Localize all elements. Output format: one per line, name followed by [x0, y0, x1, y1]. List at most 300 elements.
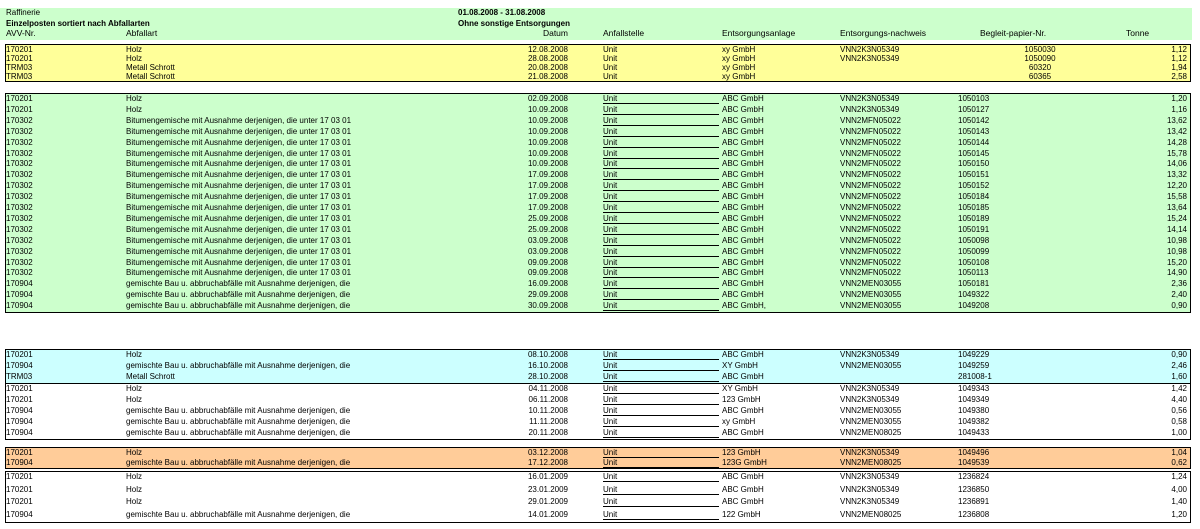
cell-avv: 170302 — [6, 181, 33, 191]
cell-underline — [603, 103, 719, 104]
cell-underline — [603, 481, 719, 482]
cell-anf: Unit — [603, 213, 618, 223]
report-header-row-2 — [0, 19, 1192, 29]
cell-anf: Unit — [603, 63, 618, 72]
cell-avv: 170904 — [6, 509, 33, 519]
cell-beg: 1050152 — [958, 181, 990, 191]
table-row — [0, 458, 1192, 467]
cell-anl: ABC GmbH, — [722, 301, 767, 311]
cell-avv: 170302 — [6, 268, 33, 278]
cell-underline — [603, 393, 719, 394]
cell-anf: Unit — [603, 290, 618, 300]
cell-ton: 13,42 — [1166, 126, 1187, 136]
column-header-avv: AVV-Nr. — [6, 29, 36, 38]
cell-art: Holz — [126, 472, 143, 481]
cell-nach — [840, 63, 950, 72]
cell-art: Metall Schrott — [126, 72, 175, 81]
cell-dat: 10.09.2008 — [527, 148, 568, 158]
cell-dat: 03.09.2008 — [527, 246, 568, 256]
cell-ton: 1,16 — [1171, 104, 1187, 114]
cell-nach — [840, 372, 950, 381]
table-row — [0, 192, 1192, 201]
cell-beg: 1050108 — [958, 257, 990, 267]
table-row — [0, 279, 1192, 288]
cell-art: Bitumengemische mit Ausnahme derjenigen, die unter 17 03 01 — [126, 192, 352, 202]
cell-anf: Unit — [603, 372, 618, 381]
cell-ton: 2,58 — [1171, 72, 1187, 81]
report-subtitle: Einzelposten sortiert nach Abfallarten — [6, 19, 150, 28]
cell-beg: 1049496 — [958, 448, 990, 457]
cell-ton: 13,62 — [1166, 115, 1187, 125]
cell-avv: 170201 — [6, 497, 33, 506]
cell-anf: Unit — [603, 361, 618, 370]
cell-art: gemischte Bau u. abbruchabfälle mit Ausnahme derjenigen, die — [126, 290, 351, 300]
cell-ton: 15,24 — [1166, 213, 1187, 223]
cell-anf: Unit — [603, 54, 618, 63]
table-row — [0, 497, 1192, 506]
cell-anf: Unit — [603, 148, 618, 158]
cell-anl: ABC GmbH — [722, 148, 764, 158]
cell-avv: 170302 — [6, 235, 33, 245]
cell-anf: Unit — [603, 484, 618, 494]
cell-dat: 12.08.2008 — [527, 45, 568, 54]
cell-ton: 12,20 — [1166, 181, 1187, 191]
cell-nach: VNN2MEN08025 — [840, 509, 902, 519]
cell-anl: XY GmbH — [722, 383, 758, 393]
cell-dat: 10.09.2008 — [527, 115, 568, 125]
cell-anl: ABC GmbH — [722, 94, 764, 103]
cell-art: Holz — [126, 394, 143, 404]
cell-underline — [603, 114, 719, 115]
cell-underline — [603, 190, 719, 191]
cell-nach: VNN2MFN05022 — [840, 137, 901, 147]
company-name: Raffinerie — [6, 8, 41, 17]
cell-ton: 14,14 — [1166, 224, 1187, 234]
cell-art: Bitumengemische mit Ausnahme derjenigen, die unter 17 03 01 — [126, 181, 352, 191]
cell-anf: Unit — [603, 497, 618, 506]
table-row — [0, 258, 1192, 267]
cell-art: Bitumengemische mit Ausnahme derjenigen, die unter 17 03 01 — [126, 224, 352, 234]
cell-nach: VNN2MEN03055 — [840, 279, 902, 289]
cell-art: Holz — [126, 45, 143, 54]
cell-anf: Unit — [603, 301, 618, 311]
table-row — [0, 105, 1192, 114]
cell-beg: 1050098 — [958, 235, 990, 245]
cell-avv: 170302 — [6, 203, 33, 212]
cell-dat: 20.11.2008 — [528, 427, 568, 437]
cell-anl: ABC GmbH — [722, 268, 764, 278]
cell-underline — [603, 426, 719, 427]
cell-underline — [603, 519, 719, 520]
cell-art: Bitumengemische mit Ausnahme derjenigen, die unter 17 03 01 — [126, 246, 352, 256]
cell-nach: VNN2K3N05349 — [840, 394, 900, 404]
cell-beg: 1050184 — [958, 192, 990, 202]
cell-ton: 0,56 — [1171, 405, 1187, 415]
cell-anf: Unit — [603, 350, 618, 359]
table-row — [0, 170, 1192, 179]
cell-avv: 170302 — [6, 159, 33, 169]
cell-dat: 10.09.2008 — [527, 126, 568, 136]
cell-dat: 06.11.2008 — [528, 394, 568, 404]
cell-anf: Unit — [603, 181, 618, 191]
cell-anl: ABC GmbH — [722, 126, 764, 136]
cell-avv: 170302 — [6, 246, 33, 256]
cell-anl: ABC GmbH — [722, 246, 764, 256]
cell-beg: 1050181 — [958, 279, 990, 289]
cell-dat: 17.12.2008 — [527, 458, 568, 467]
cell-ton: 0,90 — [1171, 350, 1187, 359]
cell-underline — [603, 147, 719, 148]
table-row — [0, 116, 1192, 125]
cell-art: Holz — [126, 104, 143, 114]
cell-avv: 170201 — [6, 350, 33, 359]
cell-anl: ABC GmbH — [722, 427, 764, 437]
cell-underline — [603, 370, 719, 371]
cell-dat: 21.08.2008 — [527, 72, 568, 81]
cell-anf: Unit — [603, 45, 618, 54]
cell-anl: xy GmbH — [722, 72, 756, 81]
table-row — [0, 417, 1192, 426]
cell-underline — [603, 359, 719, 360]
cell-dat: 23.01.2009 — [527, 484, 568, 494]
cell-ton: 15,20 — [1166, 257, 1187, 267]
cell-avv: 170201 — [6, 45, 33, 54]
cell-anf: Unit — [603, 279, 618, 289]
cell-underline — [603, 506, 719, 507]
cell-dat: 25.09.2008 — [527, 213, 568, 223]
column-header-anfallstelle: Anfallstelle — [603, 29, 645, 38]
table-row — [0, 94, 1192, 103]
cell-ton: 14,90 — [1166, 268, 1187, 278]
table-row — [0, 149, 1192, 158]
column-header-entsorgungsnachweis: Entsorgungs-nachweis — [840, 29, 926, 38]
cell-ton: 15,58 — [1166, 192, 1187, 202]
cell-ton: 13,64 — [1166, 203, 1187, 212]
table-row — [0, 225, 1192, 234]
cell-anf: Unit — [603, 104, 618, 114]
cell-art: Bitumengemische mit Ausnahme derjenigen, die unter 17 03 01 — [126, 137, 352, 147]
cell-avv: 170302 — [6, 137, 33, 147]
cell-nach: VNN2K3N05349 — [840, 472, 900, 481]
cell-art: Bitumengemische mit Ausnahme derjenigen, die unter 17 03 01 — [126, 115, 352, 125]
cell-nach — [840, 72, 950, 81]
cell-anf: Unit — [603, 235, 618, 245]
cell-anf: Unit — [603, 472, 618, 481]
cell-avv: 170302 — [6, 192, 33, 202]
cell-anf: Unit — [603, 115, 618, 125]
cell-anl: ABC GmbH — [722, 350, 764, 359]
cell-nach: VNN2MFN05022 — [840, 181, 901, 191]
table-row — [0, 350, 1192, 359]
cell-anl: ABC GmbH — [722, 192, 764, 202]
cell-art: gemischte Bau u. abbruchabfälle mit Ausnahme derjenigen, die — [126, 416, 351, 426]
cell-art: Bitumengemische mit Ausnahme derjenigen, die unter 17 03 01 — [126, 170, 352, 180]
table-row — [0, 510, 1192, 519]
cell-beg: 1236850 — [958, 484, 990, 494]
table-row — [0, 203, 1192, 212]
cell-underline — [603, 415, 719, 416]
cell-dat: 17.09.2008 — [527, 170, 568, 180]
cell-avv: 170201 — [6, 54, 33, 63]
cell-anf: Unit — [603, 394, 618, 404]
cell-anf: Unit — [603, 405, 618, 415]
cell-nach: VNN2MFN05022 — [840, 224, 901, 234]
cell-beg: 1049259 — [958, 361, 990, 370]
cell-art: gemischte Bau u. abbruchabfälle mit Ausnahme derjenigen, die — [126, 405, 351, 415]
table-row — [0, 428, 1192, 437]
cell-dat: 16.10.2008 — [527, 361, 568, 370]
table-row — [0, 159, 1192, 168]
cell-nach: VNN2MEN03055 — [840, 301, 902, 311]
cell-ton: 13,32 — [1166, 170, 1187, 180]
cell-dat: 09.09.2008 — [527, 257, 568, 267]
cell-anl: ABC GmbH — [722, 104, 764, 114]
cell-anf: Unit — [603, 448, 618, 457]
cell-avv: 170302 — [6, 257, 33, 267]
cell-beg: 1236824 — [958, 472, 990, 481]
cell-art: Holz — [126, 54, 143, 63]
cell-underline — [603, 212, 719, 213]
cell-dat: 17.09.2008 — [527, 203, 568, 212]
cell-avv: 170302 — [6, 224, 33, 234]
cell-avv: 170302 — [6, 148, 33, 158]
table-row — [0, 485, 1192, 494]
table-row — [0, 395, 1192, 404]
cell-nach: VNN2MFN05022 — [840, 268, 901, 278]
cell-anl: 123 GmbH — [722, 394, 761, 404]
cell-ton: 1,00 — [1171, 427, 1187, 437]
cell-art: gemischte Bau u. abbruchabfälle mit Ausnahme derjenigen, die — [126, 458, 351, 467]
cell-art: Bitumengemische mit Ausnahme derjenigen, die unter 17 03 01 — [126, 159, 352, 169]
cell-dat: 17.09.2008 — [527, 181, 568, 191]
cell-art: Bitumengemische mit Ausnahme derjenigen, die unter 17 03 01 — [126, 203, 352, 212]
cell-ton: 1,12 — [1171, 54, 1187, 63]
cell-anl: xy GmbH — [722, 45, 756, 54]
cell-avv: 170904 — [6, 361, 33, 370]
cell-ton: 1,12 — [1171, 45, 1187, 54]
table-row — [0, 127, 1192, 136]
cell-underline — [603, 256, 719, 257]
cell-beg: 1050191 — [958, 224, 990, 234]
cell-nach: VNN2MFN05022 — [840, 126, 901, 136]
cell-art: Holz — [126, 497, 143, 506]
cell-avv: TRM03 — [6, 72, 33, 81]
cell-nach: VNN2K3N05349 — [840, 497, 900, 506]
table-row — [0, 472, 1192, 481]
cell-avv: 170201 — [6, 394, 33, 404]
cell-beg: 1050103 — [958, 94, 990, 103]
report-header-row-1 — [0, 8, 1192, 19]
cell-underline — [603, 201, 719, 202]
table-row — [0, 301, 1192, 310]
cell-avv: TRM03 — [6, 63, 33, 72]
cell-nach: VNN2MFN05022 — [840, 159, 901, 169]
cell-anf: Unit — [603, 94, 618, 103]
cell-art: gemischte Bau u. abbruchabfälle mit Ausnahme derjenigen, die — [126, 361, 351, 370]
cell-beg: 1049539 — [958, 458, 990, 467]
cell-beg: 1049433 — [958, 427, 990, 437]
cell-avv: 170904 — [6, 290, 33, 300]
cell-beg: 1050145 — [958, 148, 990, 158]
cell-dat: 29.01.2009 — [527, 497, 568, 506]
cell-avv: 170904 — [6, 458, 33, 467]
cell-anf: Unit — [603, 268, 618, 278]
cell-nach: VNN2K3N05349 — [840, 350, 900, 359]
cell-beg: 1050150 — [958, 159, 990, 169]
cell-underline — [603, 404, 719, 405]
cell-anl: ABC GmbH — [722, 235, 764, 245]
column-header-datum: Datum — [542, 29, 568, 38]
cell-nach: VNN2MFN05022 — [840, 192, 901, 202]
cell-anf: Unit — [603, 159, 618, 169]
cell-anl: ABC GmbH — [722, 203, 764, 212]
cell-underline — [603, 277, 719, 278]
cell-nach: VNN2MEN08025 — [840, 458, 902, 467]
cell-dat: 10.09.2008 — [527, 137, 568, 147]
cell-nach: VNN2MEN03055 — [840, 361, 902, 370]
table-row — [0, 247, 1192, 256]
cell-anl: ABC GmbH — [722, 372, 764, 381]
cell-avv: TRM03 — [6, 372, 33, 381]
cell-dat: 29.09.2008 — [527, 290, 568, 300]
cell-anf: Unit — [603, 383, 618, 393]
table-row — [0, 138, 1192, 147]
cell-underline — [603, 223, 719, 224]
cell-anf: Unit — [603, 224, 618, 234]
cell-anl: 123 GmbH — [722, 448, 761, 457]
cell-art: gemischte Bau u. abbruchabfälle mit Ausnahme derjenigen, die — [126, 279, 351, 289]
cell-ton: 1,24 — [1171, 472, 1187, 481]
table-row — [0, 181, 1192, 190]
cell-anf: Unit — [603, 126, 618, 136]
cell-avv: 170302 — [6, 170, 33, 180]
table-row — [0, 448, 1192, 457]
cell-ton: 14,06 — [1166, 159, 1187, 169]
cell-beg: 1050151 — [958, 170, 990, 180]
cell-avv: 170302 — [6, 126, 33, 136]
cell-beg: 1050127 — [958, 104, 990, 114]
cell-anl: XY GmbH — [722, 361, 758, 370]
cell-beg: 1236808 — [958, 509, 990, 519]
cell-ton: 2,40 — [1171, 290, 1187, 300]
cell-nach: VNN2MFN05022 — [840, 213, 901, 223]
cell-underline — [603, 494, 719, 495]
cell-anf: Unit — [603, 458, 618, 467]
cell-dat: 14.01.2009 — [527, 509, 568, 519]
cell-dat: 08.10.2008 — [527, 350, 568, 359]
cell-ton: 10,98 — [1166, 246, 1187, 256]
cell-beg: 1236891 — [958, 497, 990, 506]
table-row — [0, 361, 1192, 370]
cell-nach: VNN2MFN05022 — [840, 148, 901, 158]
table-row — [0, 45, 1192, 54]
cell-art: Holz — [126, 94, 143, 103]
cell-dat: 02.09.2008 — [527, 94, 568, 103]
cell-dat: 20.08.2008 — [527, 63, 568, 72]
cell-anl: ABC GmbH — [722, 213, 764, 223]
cell-beg: 1049380 — [958, 405, 990, 415]
cell-art: Bitumengemische mit Ausnahme derjenigen, die unter 17 03 01 — [126, 235, 352, 245]
table-row — [0, 406, 1192, 415]
cell-ton: 1,40 — [1171, 497, 1187, 506]
cell-underline — [603, 136, 719, 137]
cell-nach: VNN2MFN05022 — [840, 203, 901, 212]
cell-underline — [603, 310, 719, 311]
cell-avv: 170201 — [6, 472, 33, 481]
cell-dat: 17.09.2008 — [527, 192, 568, 202]
cell-nach: VNN2MFN05022 — [840, 257, 901, 267]
cell-underline — [603, 179, 719, 180]
cell-beg: 1050144 — [958, 137, 990, 147]
cell-dat: 04.11.2008 — [528, 383, 568, 393]
cell-avv: 170201 — [6, 104, 33, 114]
table-row — [0, 72, 1192, 81]
cell-underline — [603, 168, 719, 169]
cell-anl: xy GmbH — [722, 54, 756, 63]
table-row — [0, 290, 1192, 299]
cell-avv: 170201 — [6, 448, 33, 457]
cell-art: gemischte Bau u. abbruchabfälle mit Ausnahme derjenigen, die — [126, 427, 351, 437]
cell-anl: ABC GmbH — [722, 170, 764, 180]
cell-nach: VNN2MFN05022 — [840, 246, 901, 256]
cell-beg: 1050185 — [958, 203, 990, 212]
cell-underline — [603, 125, 719, 126]
cell-art: Holz — [126, 383, 143, 393]
cell-art: gemischte Bau u. abbruchabfälle mit Ausnahme derjenigen, die — [126, 301, 351, 311]
cell-anl: ABC GmbH — [722, 257, 764, 267]
cell-anf: Unit — [603, 203, 618, 212]
cell-ton: 2,46 — [1171, 361, 1187, 370]
cell-ton: 1,42 — [1171, 383, 1187, 393]
cell-dat: 28.10.2008 — [527, 372, 568, 381]
cell-nach: VNN2K3N05349 — [840, 45, 900, 54]
column-header-row — [0, 29, 1192, 40]
cell-avv: 170201 — [6, 94, 33, 103]
cell-anf: Unit — [603, 192, 618, 202]
cell-nach: VNN2K3N05349 — [840, 54, 900, 63]
cell-art: Bitumengemische mit Ausnahme derjenigen, die unter 17 03 01 — [126, 257, 352, 267]
cell-avv: 170904 — [6, 427, 33, 437]
cell-beg: 1050142 — [958, 115, 990, 125]
cell-beg: 1049208 — [958, 301, 990, 311]
table-row — [0, 268, 1192, 277]
cell-nach: VNN2K3N05349 — [840, 94, 900, 103]
cell-anl: ABC GmbH — [722, 181, 764, 191]
cell-art: Holz — [126, 484, 143, 494]
column-header-tonne: Tonne — [1126, 29, 1150, 38]
cell-art: gemischte Bau u. abbruchabfälle mit Ausnahme derjenigen, die — [126, 509, 351, 519]
table-row — [0, 372, 1192, 381]
cell-anf: Unit — [603, 257, 618, 267]
cell-avv: 170302 — [6, 213, 33, 223]
cell-dat: 16.01.2009 — [527, 472, 568, 481]
column-header-begleitpapier: Begleit-papier-Nr. — [980, 29, 1047, 38]
cell-nach: VNN2K3N05349 — [840, 448, 900, 457]
cell-anf: Unit — [603, 246, 618, 256]
cell-dat: 10.09.2008 — [527, 159, 568, 169]
table-row — [0, 236, 1192, 245]
cell-art: Holz — [126, 350, 143, 359]
cell-beg: 1049229 — [958, 350, 990, 359]
cell-anl: ABC GmbH — [722, 405, 764, 415]
cell-art: Metall Schrott — [126, 63, 175, 72]
cell-nach: VNN2MFN05022 — [840, 170, 901, 180]
table-row — [0, 214, 1192, 223]
cell-beg: 60365 — [1028, 72, 1052, 81]
cell-ton: 0,62 — [1171, 458, 1187, 467]
cell-nach: VNN2MFN05022 — [840, 115, 901, 125]
cell-dat: 03.09.2008 — [527, 235, 568, 245]
